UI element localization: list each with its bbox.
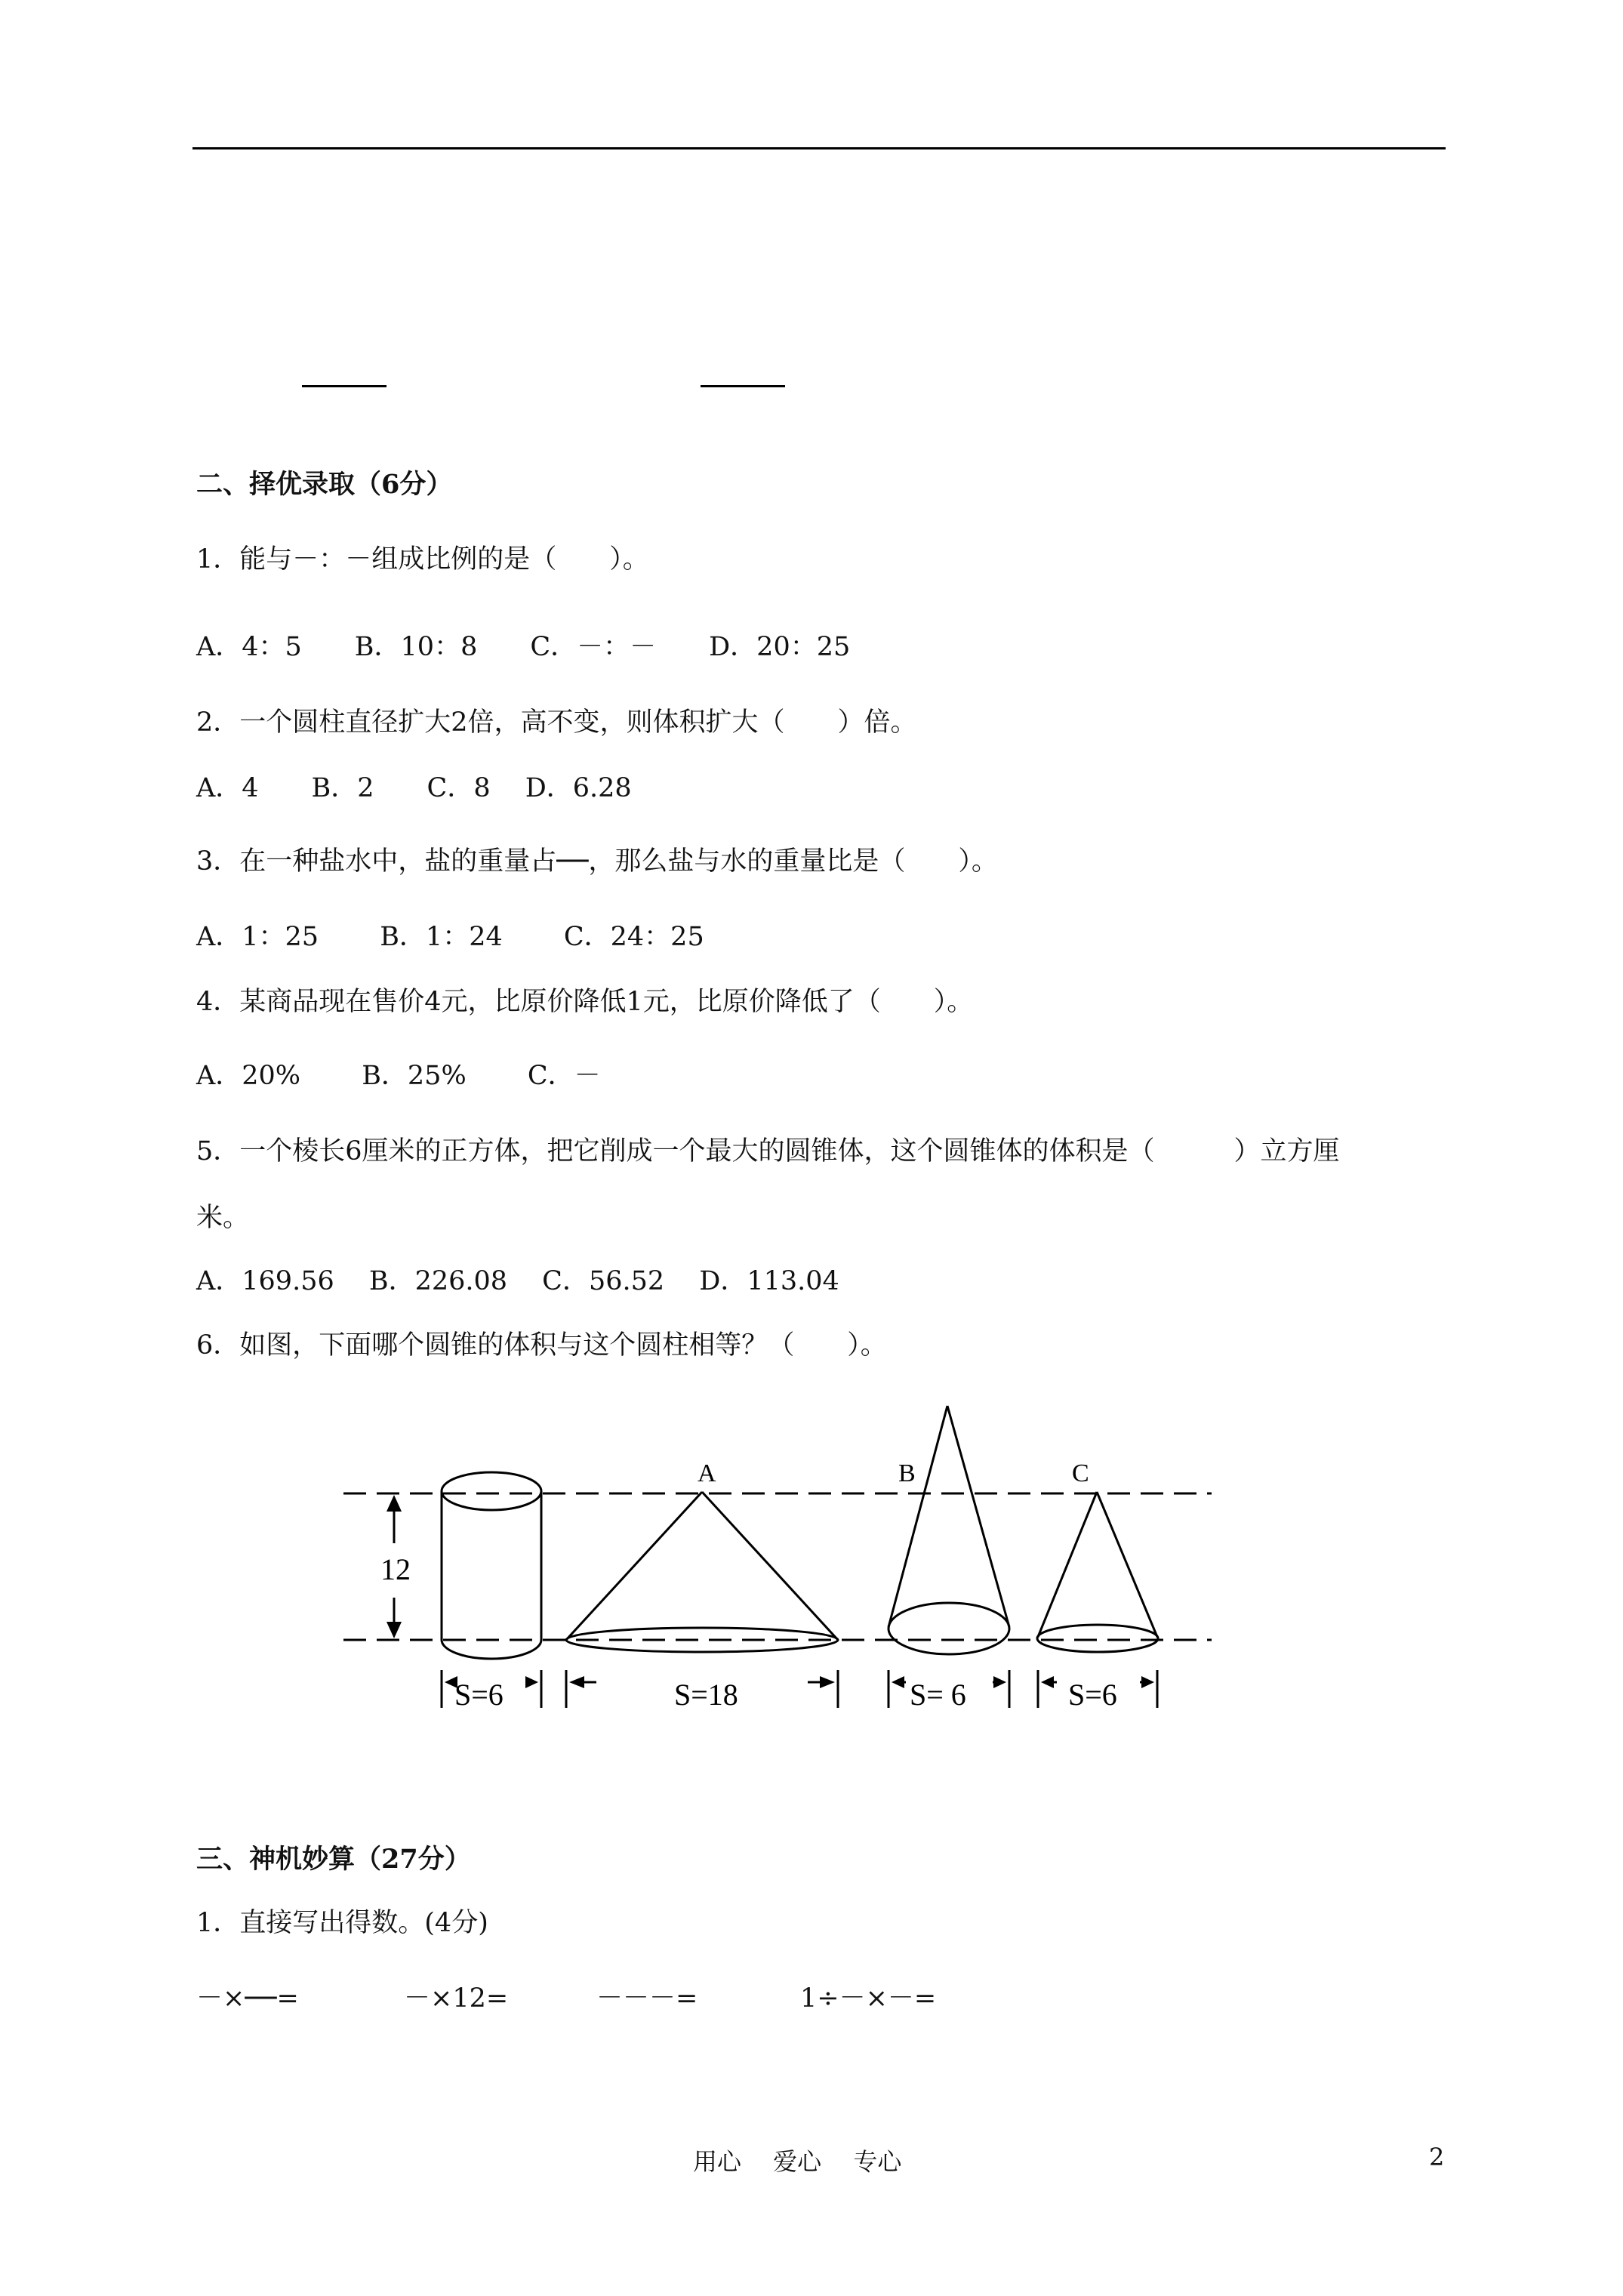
question-1-options: A．4：5 B．10：8 C．－：－ D．20：25 [196,632,851,662]
question-5-stem-continued: 米。 [196,1203,250,1233]
cone-label-a: A [698,1459,716,1487]
section3-question-1-stem: 1．直接写出得数。(4分) [196,1908,488,1938]
cone-label-b: B [898,1459,916,1487]
area-label-b: S= 6 [910,1678,966,1712]
question-3-options: A．1：25 B．1：24 C．24：25 [196,922,704,952]
expression-4: 1÷－×－= [800,1983,937,2014]
expression-2: －×12= [404,1983,509,2014]
page-number: 2 [1429,2143,1445,2171]
question-2-options: A．4 B．2 C．8 D．6.28 [196,773,632,803]
question-5-stem: 5．一个棱长6厘米的正方体，把它削成一个最大的圆锥体，这个圆锥体的体积是（ ）立方厘 [196,1136,1340,1166]
area-label-a: S=18 [674,1678,738,1712]
question-4-stem: 4．某商品现在售价4元，比原价降低1元，比原价降低了（ ）。 [196,987,974,1017]
question-5-options: A．169.56 B．226.08 C．56.52 D．113.04 [196,1266,839,1296]
width-markers [442,1670,1157,1708]
cone-c [1037,1492,1158,1652]
footer-slogan: 用心 爱心 专心 [693,2147,902,2176]
question-6-stem: 6．如图，下面哪个圆锥的体积与这个圆柱相等？（ ）。 [196,1330,887,1361]
cylinder [442,1472,541,1659]
area-label-cylinder: S=6 [454,1678,504,1712]
height-label: 12 [380,1552,411,1586]
expression-1: －×──= [196,1983,299,2014]
cone-a [566,1492,838,1652]
question-1-stem: 1．能与－：－组成比例的是（ ）。 [196,544,649,575]
section2-title: 二、择优录取（6分） [196,469,453,500]
section3-title: 三、神机妙算（27分） [196,1844,471,1875]
question-3-stem: 3．在一种盐水中，盐的重量占──，那么盐与水的重量比是（ ）。 [196,846,998,877]
question-2-stem: 2．一个圆柱直径扩大2倍，高不变，则体积扩大（ ）倍。 [196,707,917,738]
cone-label-c: C [1072,1459,1089,1487]
cone-b [888,1406,1009,1654]
question-4-options: A．20% B．25% C．－ [196,1061,601,1091]
area-label-c: S=6 [1068,1678,1117,1712]
expression-3: －－－= [596,1983,698,2014]
